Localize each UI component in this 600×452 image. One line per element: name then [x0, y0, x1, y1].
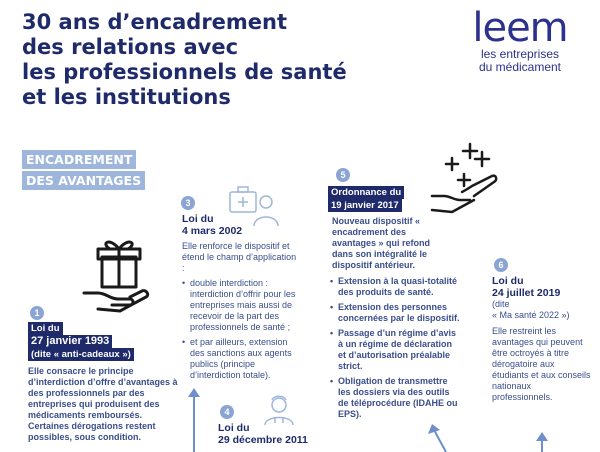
ordonnance-2017-bullet-4: • Obligation de transmettre les dossiers via des outils de téléprocédure (IDAHE ou EPS).	[330, 376, 462, 420]
law-2019-label-2: 24 juillet 2019	[492, 287, 561, 299]
timeline-arrowhead-1	[188, 388, 200, 397]
gift-hand-icon	[80, 235, 160, 315]
law-1993-chip-1: Loi du	[28, 322, 63, 335]
timeline-arrowhead-3	[536, 432, 548, 441]
leem-logo	[450, 5, 590, 74]
law-2011-label-1: Loi du	[218, 422, 250, 434]
doctor-icon	[262, 395, 296, 425]
law-2011-label-2: 29 décembre 2011	[218, 434, 308, 446]
law-2002-bullet-1: • double interdiction : interdiction d’offrir pour les entreprises mais aussi de recevoir de la part des professionnels de santé ;	[182, 278, 304, 333]
badge-1: 1	[30, 306, 44, 320]
ordonnance-2017-bullet-2: • Extension des personnes concernées par le dispositif.	[330, 302, 462, 324]
law-1993-chip-2: 27 janvier 1993	[28, 335, 112, 348]
ordonnance-2017-chip-1: Ordonnance du	[328, 186, 404, 199]
title-line-2: des relations avec	[22, 35, 239, 59]
law-2002-intro: Elle renforce le dispositif et étend le champ d’application :	[182, 241, 297, 273]
section-line-2: DES AVANTAGES	[22, 171, 145, 190]
title-line-3: les professionnels de santé	[22, 60, 347, 84]
ordonnance-2017-bullet-1: • Extension à la quasi-totalité des produits de santé.	[330, 276, 462, 298]
timeline-arrow-1	[193, 395, 195, 452]
ordonnance-2017-intro: Nouveau dispositif « encadrement des avantages » qui refond dans son intégralité le dispositif antérieur.	[332, 216, 431, 270]
sparkle-hand-icon	[422, 140, 506, 224]
law-2019-label-1: Loi du	[492, 275, 524, 287]
ordonnance-2017-bullets	[330, 276, 462, 424]
logo-line-1: les entreprises	[480, 47, 560, 61]
law-2002-bullet-2: • et par ailleurs, extension des sanctions aux agents publics (principe d’interdiction totale).	[182, 337, 304, 381]
badge-3: 3	[181, 196, 195, 210]
badge-6: 6	[494, 258, 508, 272]
law-2002-bullets	[182, 278, 304, 385]
badge-4: 4	[220, 405, 234, 419]
section-line-1: ENCADREMENT	[22, 150, 136, 169]
ordonnance-2017-bullet-3: • Passage d’un régime d’avis à un régime de déclaration et d’autorisation préalable strict.	[330, 328, 462, 372]
doctor-briefcase-icon	[228, 182, 280, 228]
badge-5: 5	[336, 168, 350, 182]
law-2019-sub-1: (dite	[492, 299, 510, 309]
law-1993-chip-3: (dite « anti-cadeaux »)	[28, 348, 134, 361]
logo-word: leem	[472, 5, 568, 51]
section-heading	[22, 150, 172, 192]
title-line-1: 30 ans d’encadrement	[22, 10, 288, 34]
logo-line-2: du médicament	[478, 60, 562, 74]
ordonnance-2017-chip-2: 19 janvier 2017	[328, 199, 402, 212]
law-2019-sub-2: « Ma santé 2022 »)	[492, 310, 570, 320]
title-line-4: et les institutions	[22, 85, 231, 109]
law-2002-label-2: 4 mars 2002	[182, 225, 243, 237]
timeline-arrow-3	[541, 440, 543, 452]
page-title	[22, 10, 442, 110]
timeline-arrow-2	[428, 424, 452, 452]
law-2002-label-1: Loi du	[182, 213, 214, 225]
law-1993-text: Elle consacre le principe d’interdiction d’offre d’avantages à des professionnels par des entreprises qui produisent des médicaments remboursés. Certaines dérogations restent possibles, sous condition.	[28, 366, 178, 442]
law-2019-text: Elle restreint les avantages qui peuvent être octroyés à titre dérogatoire aux étudiants et aux conseils nationaux professionnels.	[492, 326, 591, 402]
